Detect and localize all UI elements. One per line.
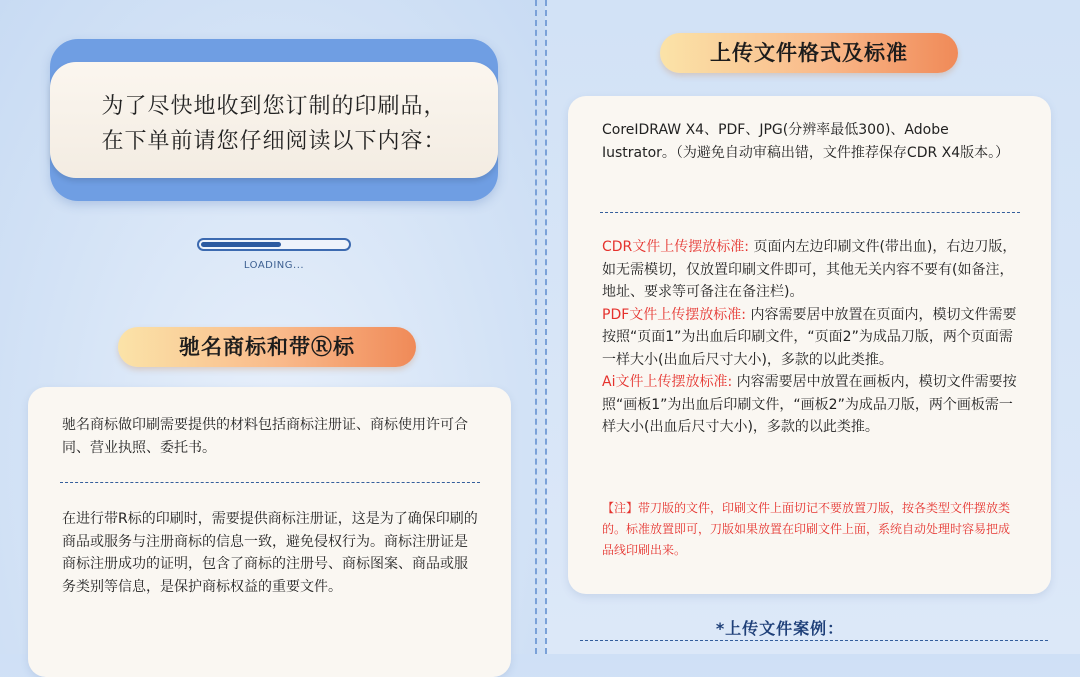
pdf-rule-text: 内容需要居中放置在页面内，模切文件需要按照“页面1”为出血后印刷文件，“页面2”为成品刀版，两个页面需一样大小(出血后尺寸大小)，多款的以此类推。 [602,306,1017,368]
trademark-divider [60,482,480,483]
loading-bar-fill [201,242,281,247]
trademark-r-mark-text: 在进行带R标的印刷时，需要提供商标注册证，这是为了确保印刷的商品或服务与注册商标的信息一致，避免侵权行为。商标注册证是商标注册成功的证明，包含了商标的注册号、商标图案、商品或服务类别等信息，是保护商标权益的重要文件。 [62,511,478,595]
notice-card [50,62,498,178]
ai-rule-label: Ai文件上传摆放标准: [602,374,733,390]
upload-formats-text: CoreIDRAW X4、PDF、JPG(分辨率最低300)、Adobe Iustrator。（为避免自动审稿出错，文件推荐保存CDR X4版本。） [602,122,1010,161]
pdf-rule-label: PDF文件上传摆放标准: [602,306,746,323]
upload-rules [602,236,1022,439]
divider-right [545,0,547,654]
trademark-card [28,387,511,677]
upload-case-title: *上传文件案例： [715,619,845,638]
upload-divider [600,212,1020,213]
trademark-section-title: 驰名商标和带Ⓡ标 [118,327,416,367]
ai-rule-text: 内容需要居中放置在画板内，模切文件需要按照“画板1”为出血后印刷文件，“画板2”为成品刀版，两个画板需一样大小(出血后尺寸大小)，多款的以此类推。 [602,374,1017,435]
cdr-rule-text: 页面内左边印刷文件(带出血)，右边刀版，如无需模切，仅放置印刷文件即可，其他无关内容不要有(如备注，地址、要求等可备注在备注栏)。 [602,239,1017,300]
notice-line-2: 在下单前请您仔细阅读以下内容： [101,129,447,154]
trademark-materials-text: 驰名商标做印刷需要提供的材料包括商标注册证、商标使用许可合同、营业执照、委托书。 [62,417,468,456]
case-divider [580,640,1048,641]
loading-label: LOADING... [243,260,305,271]
notice-line-1: 为了尽快地收到您订制的印刷品， [101,94,447,119]
divider-left [535,0,537,654]
upload-section-title: 上传文件格式及标准 [660,33,958,73]
loading-bar [197,238,351,251]
upload-note: 【注】带刀版的文件，印刷文件上面切记不要放置刀版，按各类型文件摆放类的。标准放置即可，刀版如果放置在印刷文件上面，系统自动处理时容易把成品线印刷出来。 [602,501,1011,557]
upload-standards-card [568,96,1051,594]
cdr-rule-label: CDR文件上传摆放标准: [602,239,749,255]
